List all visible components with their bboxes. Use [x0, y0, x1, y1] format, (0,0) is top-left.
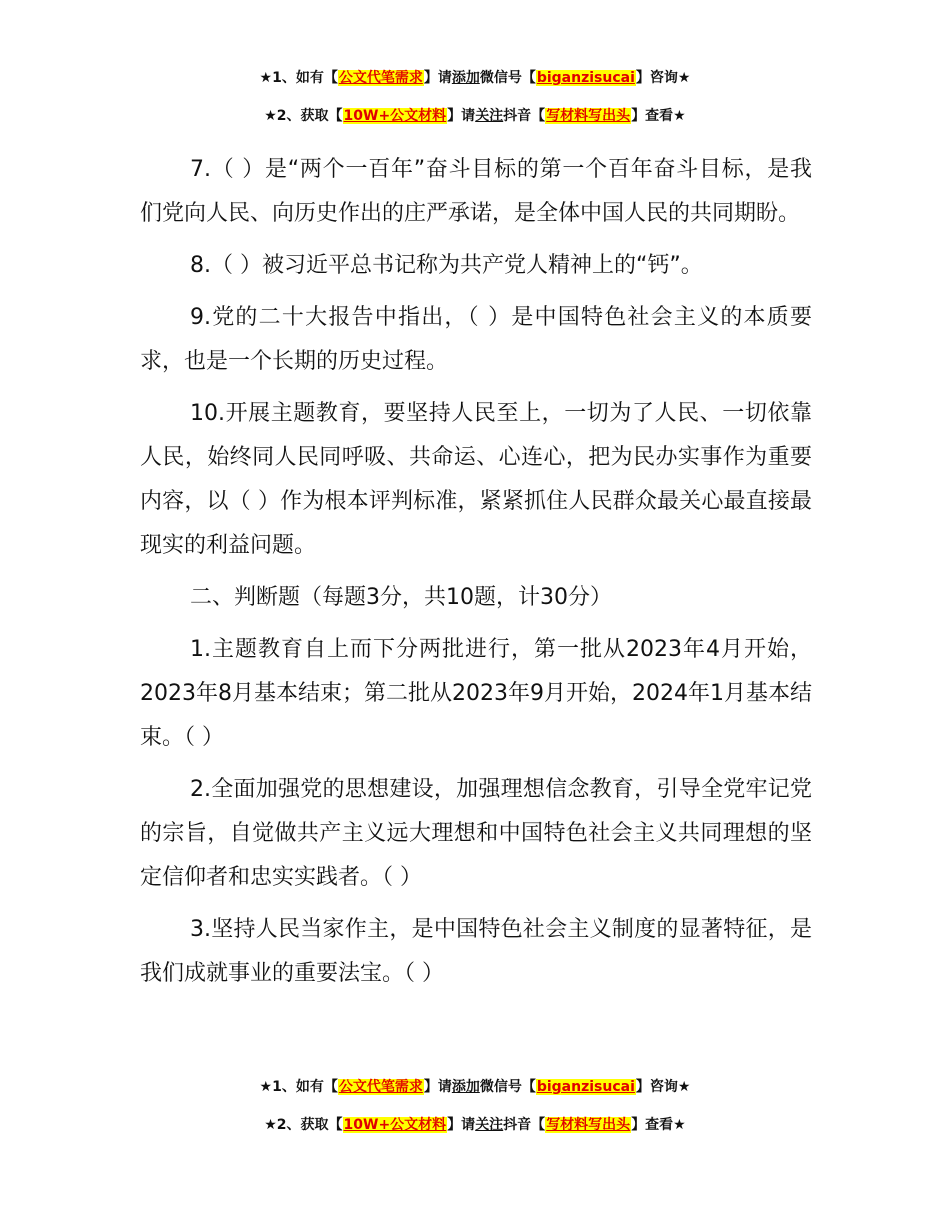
- question-9: 9.党的二十大报告中指出，（ ）是中国特色社会主义的本质要求，也是一个长期的历史过程。: [140, 305, 812, 374]
- banner-text: ★1、如有【: [259, 70, 338, 86]
- footer-banner-line-2: [0, 1115, 950, 1135]
- banner-text: 】请: [423, 1079, 452, 1095]
- banner-text: ★2、获取【: [264, 108, 343, 124]
- highlight-text: 公文代笔需求: [338, 70, 423, 86]
- judgement-3: 3.坚持人民当家作主，是中国特色社会主义制度的显著特征，是我们成就事业的重要法宝。（ ）: [140, 917, 812, 986]
- underlined-text: 添加: [451, 70, 480, 86]
- wechat-id-highlight: biganzisucai: [536, 1079, 635, 1095]
- banner-text: 】咨询★: [635, 1079, 691, 1095]
- highlight-text: 10W+公文材料: [343, 1117, 447, 1133]
- douyin-highlight: 写材料写出头: [546, 108, 631, 124]
- header-banner-line-1: [0, 68, 950, 88]
- question-7: 7.（ ）是“两个一百年”奋斗目标的第一个百年奋斗目标，是我们党向人民、向历史作出的庄严承诺，是全体中国人民的共同期盼。: [140, 157, 812, 226]
- underlined-text: 关注: [475, 108, 504, 124]
- highlight-text: 10W+公文材料: [343, 108, 447, 124]
- banner-text: 】请: [447, 108, 476, 124]
- banner-text: 】查看★: [631, 108, 686, 124]
- banner-text: 】查看★: [631, 1117, 686, 1133]
- banner-text: ★1、如有【: [259, 1079, 338, 1095]
- question-10: 10.开展主题教育，要坚持人民至上，一切为了人民、一切依靠人民，始终同人民同呼吸、共命运、心连心，把为民办实事作为重要内容，以（ ）作为根本评判标准，紧紧抓住人民群众最关心最直接最现实的利益问题。: [140, 401, 812, 558]
- header-banner-line-2: [0, 106, 950, 126]
- banner-text: ★2、获取【: [264, 1117, 343, 1133]
- douyin-highlight: 写材料写出头: [546, 1117, 631, 1133]
- judgement-1: 1.主题教育自上而下分两批进行，第一批从2023年4月开始，2023年8月基本结束；第二批从2023年9月开始，2024年1月基本结束。（ ）: [140, 637, 812, 750]
- banner-text: 微信号【: [479, 1079, 536, 1095]
- highlight-text: 公文代笔需求: [338, 1079, 423, 1095]
- banner-text: 微信号【: [479, 70, 536, 86]
- underlined-text: 添加: [451, 1079, 480, 1095]
- banner-text: 抖音【: [503, 1117, 546, 1133]
- banner-text: 】咨询★: [635, 70, 691, 86]
- banner-text: 抖音【: [503, 108, 546, 124]
- judgement-2: 2.全面加强党的思想建设，加强理想信念教育，引导全党牢记党的宗旨，自觉做共产主义远大理想和中国特色社会主义共同理想的坚定信仰者和忠实实践者。（ ）: [140, 777, 812, 890]
- wechat-id-highlight: biganzisucai: [536, 70, 635, 86]
- banner-text: 】请: [423, 70, 452, 86]
- footer-banner-line-1: [0, 1077, 950, 1097]
- question-8: 8.（ ）被习近平总书记称为共产党人精神上的“钙”。: [190, 253, 703, 278]
- document-body: [140, 148, 812, 1004]
- banner-text: 】请: [447, 1117, 476, 1133]
- underlined-text: 关注: [475, 1117, 504, 1133]
- section-heading: 二、判断题（每题3分，共10题，计30分）: [190, 585, 612, 610]
